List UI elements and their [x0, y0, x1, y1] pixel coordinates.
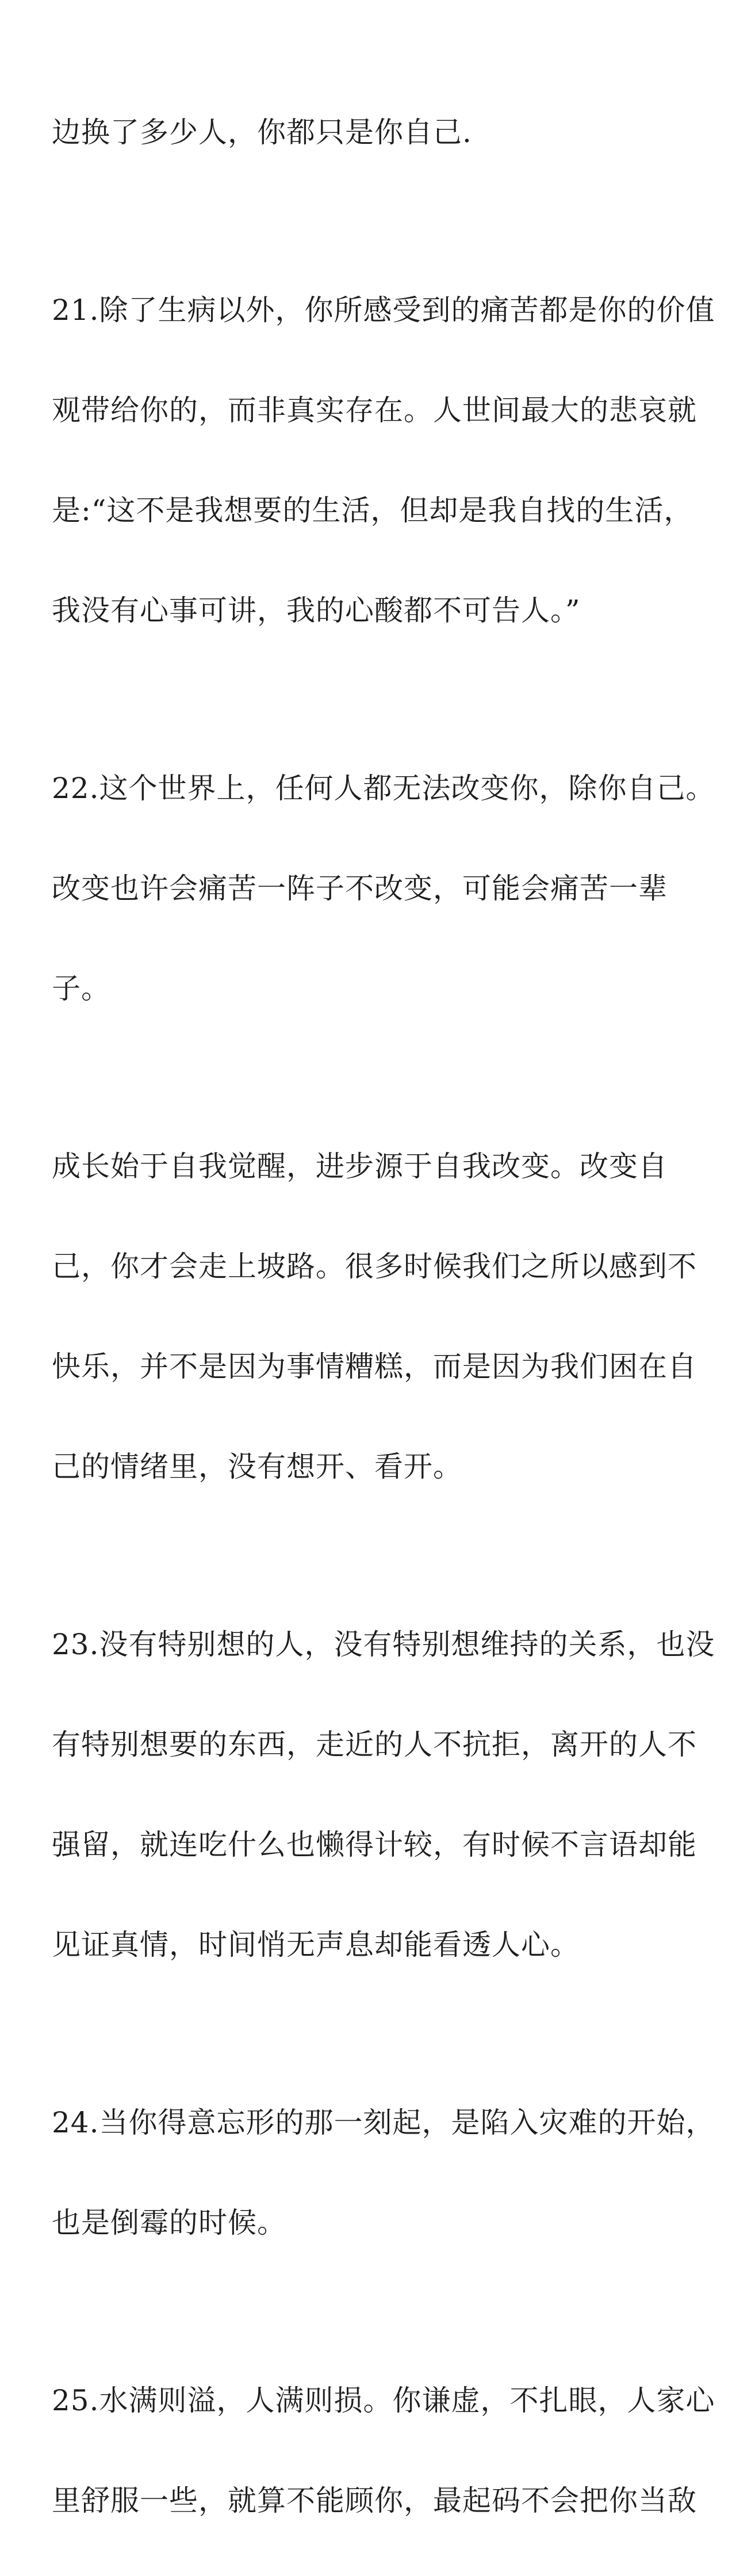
text-line: 观带给你的，而非真实存在。人世间最大的悲哀就	[52, 394, 697, 427]
text-line: 快乐，并不是因为事情糟糕，而是因为我们困在自	[52, 1350, 697, 1383]
paragraph-22	[52, 713, 715, 1064]
paragraph-21	[52, 235, 715, 686]
text-line: 有特别想要的东西，走近的人不抗拒，离开的人不	[52, 1728, 697, 1761]
text-line: 里舒服一些，就算不能顾你，最起码不会把你当敌	[52, 2484, 697, 2517]
text-line: 24.当你得意忘形的那一刻起，是陷入灾难的开始，	[52, 2106, 715, 2139]
text-line: 也是倒霉的时候。	[52, 2206, 286, 2239]
paragraph-growth	[52, 1092, 697, 1542]
text-line: 22.这个世界上，任何人都无法改变你，除你自己。	[52, 772, 715, 805]
text-line: 己的情绪里，没有想开、看开。	[52, 1450, 462, 1483]
paragraph-23	[52, 1570, 715, 2020]
text-line: 边换了多少人，你都只是你自己.	[52, 116, 472, 149]
text-line: 25.水满则溢，人满则损。你谦虚，不扎眼，人家心	[52, 2384, 715, 2417]
paragraph-24	[52, 2048, 715, 2298]
text-line: 成长始于自我觉醒，进步源于自我改变。改变自	[52, 1150, 668, 1183]
text-line: 子。	[52, 972, 110, 1005]
text-line: 23.没有特别想的人，没有特别想维持的关系，也没	[52, 1628, 715, 1661]
text-line: 见证真情，时间悄无声息却能看透人心。	[52, 1928, 580, 1961]
paragraph-25	[52, 2326, 715, 2576]
text-line: 强留，就连吃什么也懒得计较，有时候不言语却能	[52, 1828, 697, 1861]
article-body	[52, 58, 715, 2576]
text-line: 是:“这不是我想要的生活，但却是我自找的生活，	[52, 494, 693, 527]
paragraph-intro-tail	[52, 58, 690, 208]
text-line: 己，你才会走上坡路。很多时候我们之所以感到不	[52, 1250, 697, 1283]
text-line: 改变也许会痛苦一阵子不改变，可能会痛苦一辈	[52, 872, 668, 905]
text-line: 我没有心事可讲，我的心酸都不可告人。”	[52, 594, 581, 627]
text-line: 21.除了生病以外，你所感受到的痛苦都是你的价值	[52, 293, 715, 327]
